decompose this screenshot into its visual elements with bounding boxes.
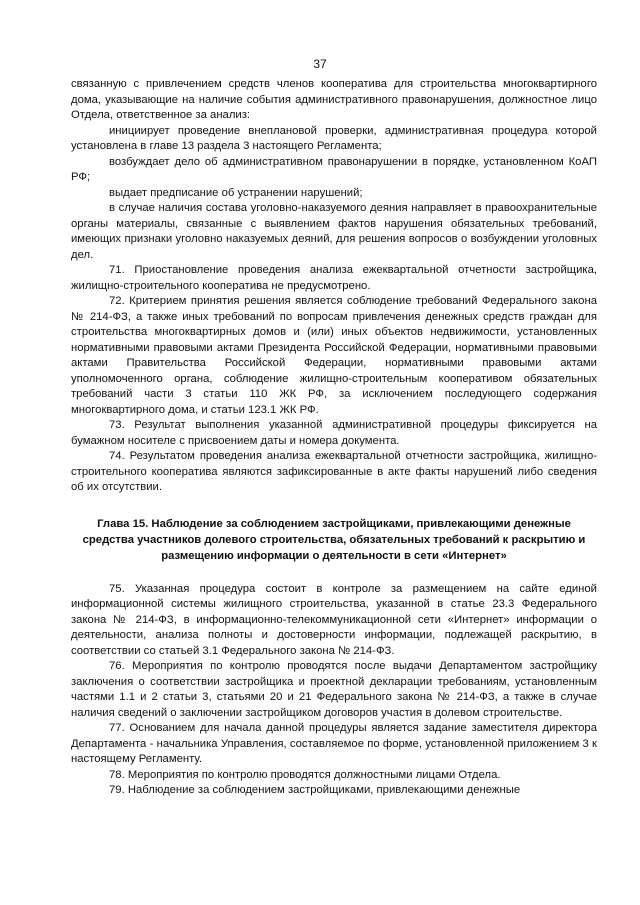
paragraph-inspection: инициирует проведение внеплановой проверки, административная процедура которой установлена в главе 13 раздела 3 настоящего Регламента; (71, 124, 597, 152)
paragraph-73: 73. Результат выполнения указанной административной процедуры фиксируется на бумажном носителе с присвоением даты и номера документа. (71, 419, 597, 447)
paragraph-75: 75. Указанная процедура состоит в контроле за размещением на сайте единой информационной системы жилищного строительства, указанной в статье 23.3 Федерального закона № 214-ФЗ, в информационно-телекоммуникационной сети «Интернет» информации о деятельности, анализа полноты и достоверности информации, подлежащей раскрытию, в соответствии со статьей 3.1 Федерального закона № 214-ФЗ. (71, 582, 597, 657)
paragraph-71: 71. Приостановление проведения анализа ежеквартальной отчетности застройщика, жилищно-строительного кооператива не предусмотрено. (71, 264, 597, 292)
page-number: 37 (313, 57, 327, 71)
chapter-heading: Глава 15. Наблюдение за соблюдением застройщиками, привлекающими денежные средства участников долевого строительства, обязательных требований к раскрытию и размещению информации о деятельности в сети «Интернет» (82, 517, 586, 562)
paragraph-order: выдает предписание об устранении нарушений; (109, 186, 363, 199)
paragraph-case: возбуждает дело об административном правонарушении в порядке, установленном КоАП РФ; (71, 155, 597, 183)
paragraph-76: 76. Мероприятия по контролю проводятся после выдачи Департаментом застройщику заключения о соответствии застройщика и проектной декларации требованиям, установленным частями 1.1 и 2 статьи 3, статьями 20 и 21 Федерального закона № 214-ФЗ, а также в случае наличия сведений о заключении застройщиком договоров участия в долевом строительстве. (71, 660, 597, 719)
paragraph-77: 77. Основанием для начала данной процедуры является задание заместителя директора Департамента - начальника Управления, составляемое по форме, установленной приложением 3 к настоящему Регламенту. (71, 722, 597, 765)
paragraph-72: 72. Критерием принятия решения является соблюдение требований Федерального закона № 214-ФЗ, а также иных требований по вопросам привлечения денежных средств граждан для строительства многоквартирных домов и (или) иных объектов недвижимости, установленных нормативными правовыми актами Президента Российской Федерации, нормативными правовыми актами Правительства Российской Федерации, нормативными правовыми актами уполномоченного органа, соблюдение жилищно-строительным кооперативом обязательных требований части 3 статьи 110 ЖК РФ, за исключением последующего содержания многоквартирного дома, и статьи 123.1 ЖК РФ. (71, 295, 597, 416)
paragraph-78: 78. Мероприятия по контролю проводятся должностными лицами Отдела. (109, 768, 501, 781)
document-body (71, 77, 597, 799)
paragraph-79: 79. Наблюдение за соблюдением застройщиками, привлекающими денежные (109, 784, 521, 796)
paragraph-74: 74. Результатом проведения анализа ежеквартальной отчетности застройщика, жилищно-строительного кооператива являются зафиксированные в акте факты нарушений либо сведения об их отсутствии. (71, 450, 597, 493)
paragraph-criminal: в случае наличия состава уголовно-наказуемого деяния направляет в правоохранительные органы материалы, связанные с выявлением фактов нарушения обязательных требований, имеющих признаки уголовно наказуемых деяний, для решения вопросов о возбуждении уголовных дел. (71, 202, 597, 261)
paragraph-continuation: связанную с привлечением средств членов кооператива для строительства многоквартирного дома, указывающие на наличие события административного правонарушения, должностное лицо Отдела, ответственное за анализ: (71, 78, 597, 121)
